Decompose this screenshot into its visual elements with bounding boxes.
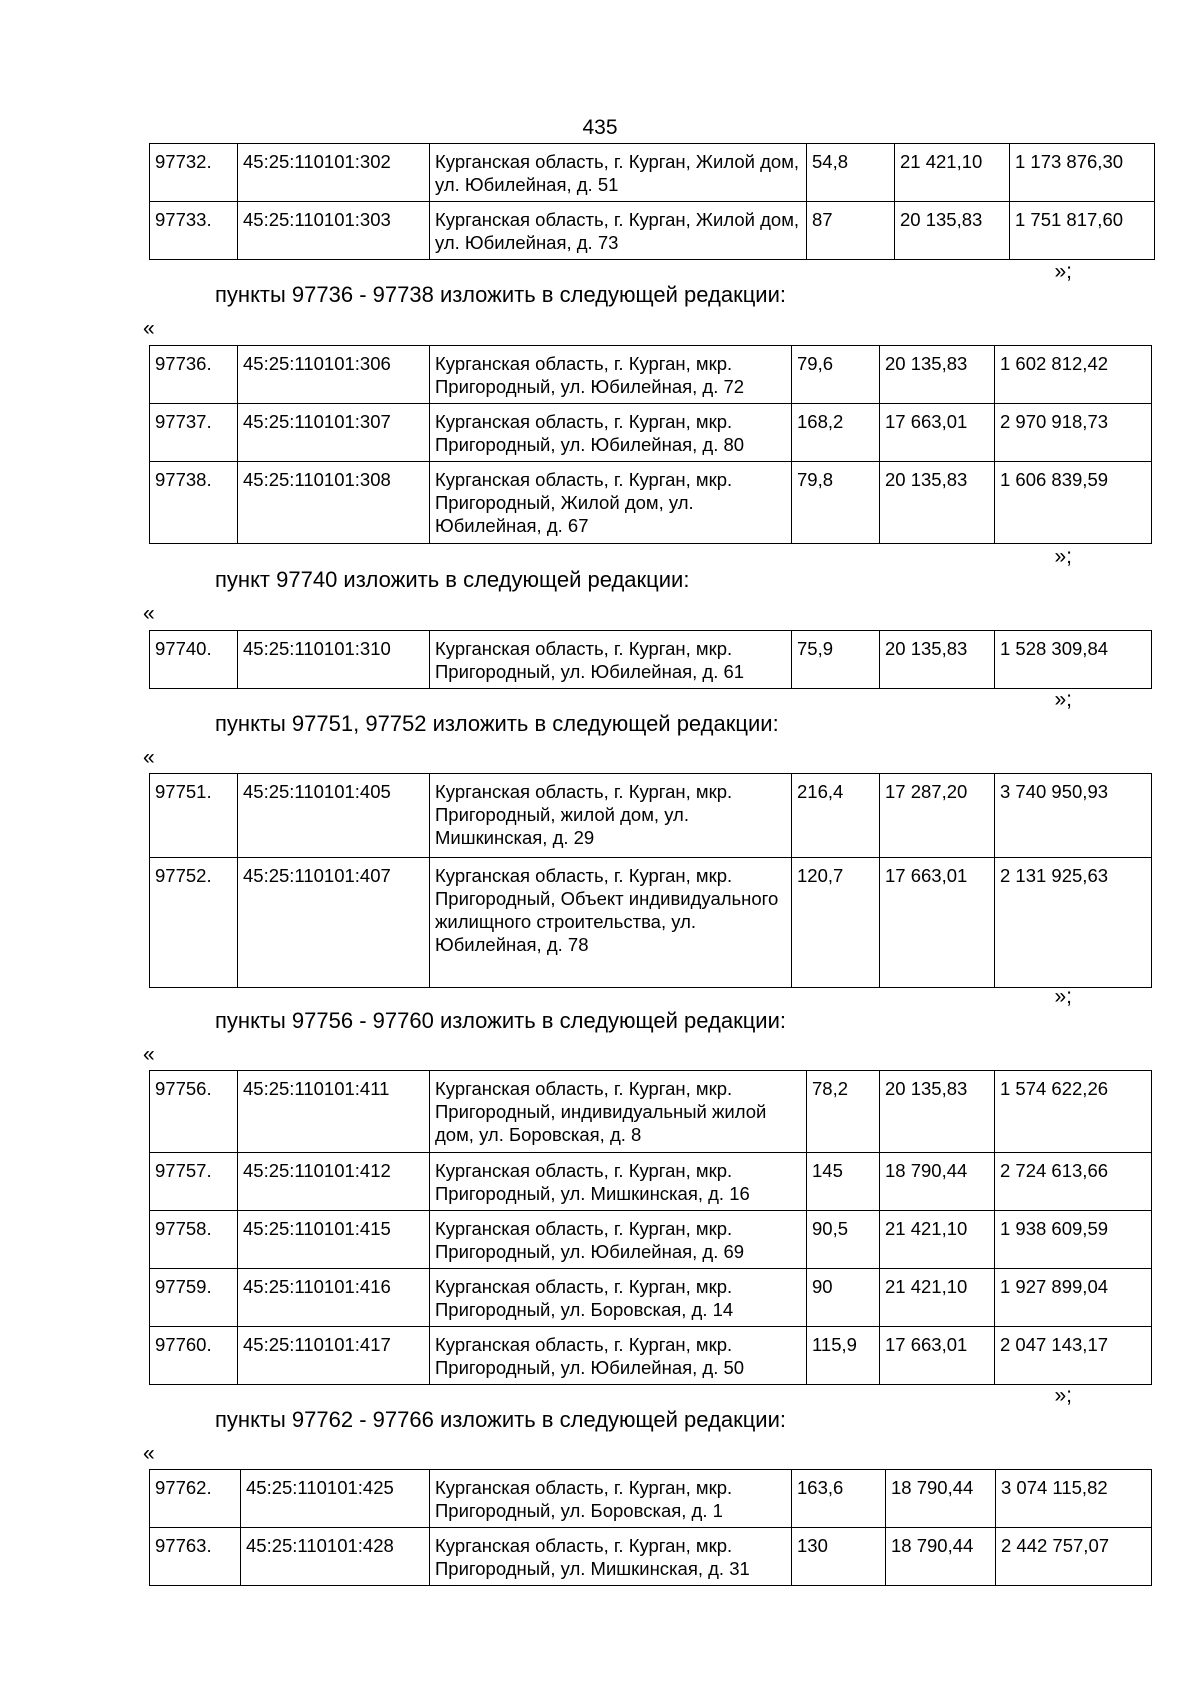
value-cell: 2 131 925,63	[995, 858, 1152, 988]
value-cell: 3 074 115,82	[996, 1470, 1152, 1528]
address-cell: Курганская область, г. Курган, мкр. Пригородный, ул. Юбилейная, д. 61	[430, 631, 792, 689]
area-cell: 78,2	[807, 1071, 880, 1153]
cadastral-number-cell: 45:25:110101:307	[238, 404, 430, 462]
area-cell: 90,5	[807, 1211, 880, 1269]
area-cell: 75,9	[792, 631, 880, 689]
property-table	[149, 1469, 1152, 1586]
value-cell: 1 602 812,42	[995, 346, 1152, 404]
address-cell: Курганская область, г. Курган, мкр. Пригородный, индивидуальный жилой дом, ул. Боровская, д. 8	[430, 1071, 807, 1153]
value-cell: 2 047 143,17	[995, 1327, 1152, 1385]
cadastral-number-cell: 45:25:110101:308	[238, 462, 430, 544]
rate-cell: 20 135,83	[880, 346, 995, 404]
address-cell: Курганская область, г. Курган, мкр. Пригородный, ул. Боровская, д. 14	[430, 1269, 807, 1327]
value-cell: 3 740 950,93	[995, 774, 1152, 858]
item-number-cell: 97759.	[150, 1269, 238, 1327]
cadastral-number-cell: 45:25:110101:302	[238, 144, 430, 202]
cadastral-number-cell: 45:25:110101:310	[238, 631, 430, 689]
item-number-cell: 97760.	[150, 1327, 238, 1385]
rate-cell: 18 790,44	[886, 1470, 996, 1528]
cadastral-number-cell: 45:25:110101:303	[238, 202, 430, 260]
instruction-text: пункты 97762 - 97766 изложить в следующей редакции:	[215, 1407, 787, 1432]
table-row	[150, 462, 1152, 544]
item-number-cell: 97751.	[150, 774, 238, 858]
rate-cell: 17 287,20	[880, 774, 995, 858]
value-cell: 1 574 622,26	[995, 1071, 1152, 1153]
property-table	[149, 345, 1152, 544]
area-cell: 145	[807, 1153, 880, 1211]
area-cell: 87	[807, 202, 895, 260]
area-cell: 79,6	[792, 346, 880, 404]
area-cell: 115,9	[807, 1327, 880, 1385]
rate-cell: 18 790,44	[880, 1153, 995, 1211]
opening-quote: «	[143, 1043, 155, 1066]
address-cell: Курганская область, г. Курган, мкр. Пригородный, ул. Юбилейная, д. 80	[430, 404, 792, 462]
rate-cell: 21 421,10	[895, 144, 1010, 202]
rate-cell: 20 135,83	[880, 631, 995, 689]
address-cell: Курганская область, г. Курган, мкр. Пригородный, жилой дом, ул. Мишкинская, д. 29	[430, 774, 792, 858]
instruction-text: пункты 97751, 97752 изложить в следующей редакции:	[215, 711, 779, 736]
item-number-cell: 97752.	[150, 858, 238, 988]
area-cell: 168,2	[792, 404, 880, 462]
address-cell: Курганская область, г. Курган, мкр. Пригородный, ул. Мишкинская, д. 16	[430, 1153, 807, 1211]
cadastral-number-cell: 45:25:110101:405	[238, 774, 430, 858]
instruction-text: пункты 97736 - 97738 изложить в следующей редакции:	[215, 282, 787, 307]
property-table	[149, 143, 1155, 260]
value-cell: 1 528 309,84	[995, 631, 1152, 689]
table-row	[150, 1528, 1152, 1586]
cadastral-number-cell: 45:25:110101:412	[238, 1153, 430, 1211]
instruction-text: пункт 97740 изложить в следующей редакции:	[215, 567, 690, 592]
area-cell: 90	[807, 1269, 880, 1327]
page-number: 435	[582, 116, 618, 139]
value-cell: 1 606 839,59	[995, 462, 1152, 544]
value-cell: 1 927 899,04	[995, 1269, 1152, 1327]
rate-cell: 20 135,83	[880, 1071, 995, 1153]
table-row	[150, 1470, 1152, 1528]
closing-quote: »;	[1054, 1384, 1072, 1407]
area-cell: 54,8	[807, 144, 895, 202]
area-cell: 163,6	[792, 1470, 886, 1528]
closing-quote: »;	[1054, 260, 1072, 283]
cadastral-number-cell: 45:25:110101:425	[241, 1470, 430, 1528]
table-row	[150, 1211, 1152, 1269]
item-number-cell: 97736.	[150, 346, 238, 404]
table-row	[150, 346, 1152, 404]
rate-cell: 21 421,10	[880, 1269, 995, 1327]
rate-cell: 17 663,01	[880, 858, 995, 988]
opening-quote: «	[143, 317, 155, 340]
address-cell: Курганская область, г. Курган, мкр. Пригородный, ул. Мишкинская, д. 31	[430, 1528, 792, 1586]
rate-cell: 17 663,01	[880, 404, 995, 462]
item-number-cell: 97758.	[150, 1211, 238, 1269]
address-cell: Курганская область, г. Курган, Жилой дом, ул. Юбилейная, д. 51	[430, 144, 807, 202]
item-number-cell: 97733.	[150, 202, 238, 260]
table-row	[150, 1269, 1152, 1327]
rate-cell: 17 663,01	[880, 1327, 995, 1385]
address-cell: Курганская область, г. Курган, мкр. Пригородный, ул. Боровская, д. 1	[430, 1470, 792, 1528]
instruction-text: пункты 97756 - 97760 изложить в следующей редакции:	[215, 1008, 787, 1033]
table-row	[150, 1153, 1152, 1211]
value-cell: 2 724 613,66	[995, 1153, 1152, 1211]
item-number-cell: 97762.	[150, 1470, 241, 1528]
cadastral-number-cell: 45:25:110101:428	[241, 1528, 430, 1586]
item-number-cell: 97732.	[150, 144, 238, 202]
closing-quote: »;	[1054, 985, 1072, 1008]
address-cell: Курганская область, г. Курган, Жилой дом, ул. Юбилейная, д. 73	[430, 202, 807, 260]
value-cell: 1 173 876,30	[1010, 144, 1155, 202]
item-number-cell: 97757.	[150, 1153, 238, 1211]
opening-quote: «	[143, 746, 155, 769]
item-number-cell: 97738.	[150, 462, 238, 544]
address-cell: Курганская область, г. Курган, мкр. Пригородный, Объект индивидуального жилищного строительства, ул. Юбилейная, д. 78	[430, 858, 792, 988]
rate-cell: 21 421,10	[880, 1211, 995, 1269]
cadastral-number-cell: 45:25:110101:415	[238, 1211, 430, 1269]
opening-quote: «	[143, 1442, 155, 1465]
table-row	[150, 1327, 1152, 1385]
property-table	[149, 630, 1152, 689]
area-cell: 216,4	[792, 774, 880, 858]
cadastral-number-cell: 45:25:110101:417	[238, 1327, 430, 1385]
table-row	[150, 774, 1152, 858]
item-number-cell: 97740.	[150, 631, 238, 689]
closing-quote: »;	[1054, 545, 1072, 568]
item-number-cell: 97756.	[150, 1071, 238, 1153]
table-row	[150, 404, 1152, 462]
cadastral-number-cell: 45:25:110101:416	[238, 1269, 430, 1327]
area-cell: 79,8	[792, 462, 880, 544]
table-row	[150, 144, 1155, 202]
cadastral-number-cell: 45:25:110101:306	[238, 346, 430, 404]
address-cell: Курганская область, г. Курган, мкр. Пригородный, ул. Юбилейная, д. 69	[430, 1211, 807, 1269]
cadastral-number-cell: 45:25:110101:407	[238, 858, 430, 988]
value-cell: 2 442 757,07	[996, 1528, 1152, 1586]
property-table	[149, 773, 1152, 988]
value-cell: 1 938 609,59	[995, 1211, 1152, 1269]
closing-quote: »;	[1054, 688, 1072, 711]
address-cell: Курганская область, г. Курган, мкр. Пригородный, Жилой дом, ул. Юбилейная, д. 67	[430, 462, 792, 544]
table-row	[150, 858, 1152, 988]
rate-cell: 20 135,83	[895, 202, 1010, 260]
value-cell: 1 751 817,60	[1010, 202, 1155, 260]
area-cell: 130	[792, 1528, 886, 1586]
property-table	[149, 1070, 1152, 1385]
area-cell: 120,7	[792, 858, 880, 988]
item-number-cell: 97763.	[150, 1528, 241, 1586]
item-number-cell: 97737.	[150, 404, 238, 462]
value-cell: 2 970 918,73	[995, 404, 1152, 462]
rate-cell: 20 135,83	[880, 462, 995, 544]
rate-cell: 18 790,44	[886, 1528, 996, 1586]
address-cell: Курганская область, г. Курган, мкр. Пригородный, ул. Юбилейная, д. 50	[430, 1327, 807, 1385]
table-row	[150, 1071, 1152, 1153]
table-row	[150, 202, 1155, 260]
table-row	[150, 631, 1152, 689]
opening-quote: «	[143, 602, 155, 625]
cadastral-number-cell: 45:25:110101:411	[238, 1071, 430, 1153]
address-cell: Курганская область, г. Курган, мкр. Пригородный, ул. Юбилейная, д. 72	[430, 346, 792, 404]
